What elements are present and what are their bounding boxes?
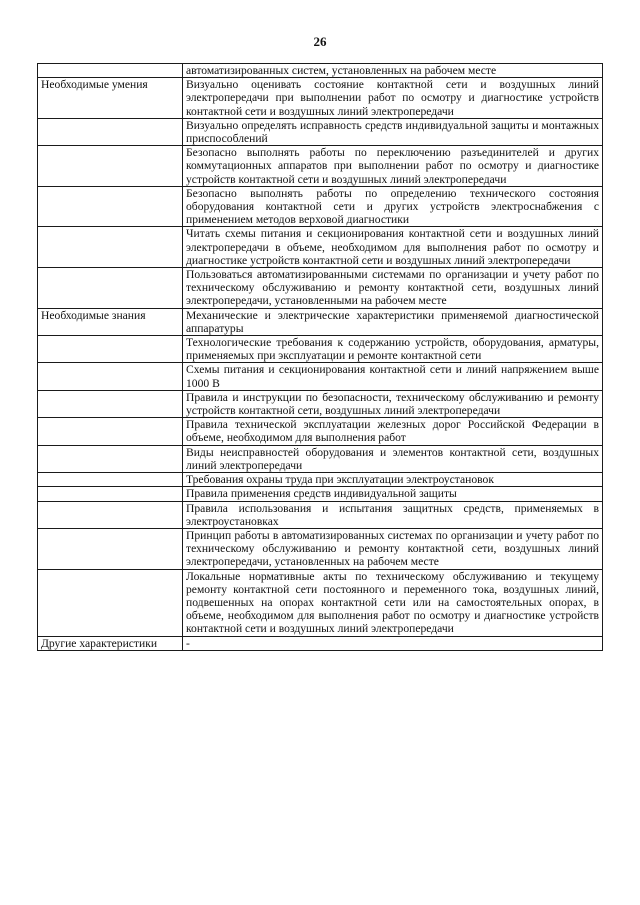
requirement-cell: Механические и электрические характеристики применяемой диагностической аппаратуры — [183, 308, 603, 335]
table-row — [38, 186, 603, 227]
table-row — [38, 118, 603, 145]
section-label-cell — [38, 473, 183, 487]
requirement-cell: Визуально оценивать состояние контактной сети и воздушных линий электропередачи при выполнении работ по осмотру и диагностике устройств контактной сети и воздушных линий электропередачи — [183, 78, 603, 119]
table-row — [38, 418, 603, 445]
competency-table — [37, 63, 603, 651]
requirement-cell: Безопасно выполнять работы по определению технического состояния оборудования контактной сети и других устройств электроснабжения с применением методов верховой диагностики — [183, 186, 603, 227]
table-row — [38, 146, 603, 187]
requirement-cell: - — [183, 636, 603, 650]
table-row — [38, 268, 603, 309]
section-label-cell: Другие характеристики — [38, 636, 183, 650]
section-label-cell — [38, 64, 183, 78]
section-label-cell — [38, 569, 183, 636]
requirement-cell: Правила и инструкции по безопасности, техническому обслуживанию и ремонту устройств контактной сети, воздушных линий электропередачи — [183, 390, 603, 417]
section-label-cell — [38, 528, 183, 569]
section-label-cell — [38, 336, 183, 363]
section-label-cell — [38, 118, 183, 145]
requirement-cell: Безопасно выполнять работы по переключению разъединителей и других коммутационных аппаратов при выполнении работ по осмотру и диагностике устройств контактной сети и воздушных линий электропередачи — [183, 146, 603, 187]
table-row — [38, 390, 603, 417]
requirement-cell: автоматизированных систем, установленных на рабочем месте — [183, 64, 603, 78]
section-label-cell — [38, 186, 183, 227]
page-number: 26 — [313, 34, 327, 49]
table-row — [38, 227, 603, 268]
section-label-cell — [38, 227, 183, 268]
section-label-cell — [38, 418, 183, 445]
requirement-cell: Правила использования и испытания защитных средств, применяемых в электроустановках — [183, 501, 603, 528]
section-label-cell — [38, 501, 183, 528]
section-label-cell — [38, 445, 183, 472]
table-row — [38, 64, 603, 78]
requirement-cell: Правила применения средств индивидуальной защиты — [183, 487, 603, 501]
table-row — [38, 308, 603, 335]
section-label-cell: Необходимые знания — [38, 308, 183, 335]
requirement-cell: Технологические требования к содержанию устройств, оборудования, арматуры, применяемых при эксплуатации и ремонте контактной сети — [183, 336, 603, 363]
table-row — [38, 487, 603, 501]
table-row — [38, 363, 603, 390]
requirement-cell: Схемы питания и секционирования контактной сети и линий напряжением выше 1000 В — [183, 363, 603, 390]
table-row — [38, 636, 603, 650]
requirement-cell: Требования охраны труда при эксплуатации электроустановок — [183, 473, 603, 487]
requirement-cell: Пользоваться автоматизированными системами по организации и учету работ по техническому обслуживанию и ремонту контактной сети, воздушных линий электропередачи, установленными на рабочем месте — [183, 268, 603, 309]
requirement-cell: Локальные нормативные акты по техническому обслуживанию и текущему ремонту контактной сети постоянного и переменного тока, воздушных линий, подвешенных на опорах контактной сети или на самостоятельных опорах, в объеме, необходимом для выполнения работ по осмотру и диагностике устройств контактной сети и воздушных линий электропередачи — [183, 569, 603, 636]
table-row — [38, 569, 603, 636]
competency-table-body — [38, 64, 603, 651]
table-row — [38, 528, 603, 569]
requirement-cell: Принцип работы в автоматизированных системах по организации и учету работ по техническому обслуживанию и ремонту контактной сети, воздушных линий электропередачи, установленных на рабочем месте — [183, 528, 603, 569]
table-row — [38, 78, 603, 119]
section-label-cell — [38, 363, 183, 390]
table-row — [38, 445, 603, 472]
requirement-cell: Правила технической эксплуатации железных дорог Российской Федерации в объеме, необходимом для выполнения работ — [183, 418, 603, 445]
table-row — [38, 473, 603, 487]
requirement-cell: Виды неисправностей оборудования и элементов контактной сети, воздушных линий электропередачи — [183, 445, 603, 472]
section-label-cell — [38, 487, 183, 501]
table-row — [38, 501, 603, 528]
section-label-cell — [38, 146, 183, 187]
section-label-cell — [38, 390, 183, 417]
table-row — [38, 336, 603, 363]
section-label-cell: Необходимые умения — [38, 78, 183, 119]
requirement-cell: Читать схемы питания и секционирования контактной сети и воздушных линий электропередачи в объеме, необходимом для выполнения работ по осмотру и диагностике устройств контактной сети и воздушных линий электропередачи — [183, 227, 603, 268]
requirement-cell: Визуально определять исправность средств индивидуальной защиты и монтажных приспособлений — [183, 118, 603, 145]
section-label-cell — [38, 268, 183, 309]
